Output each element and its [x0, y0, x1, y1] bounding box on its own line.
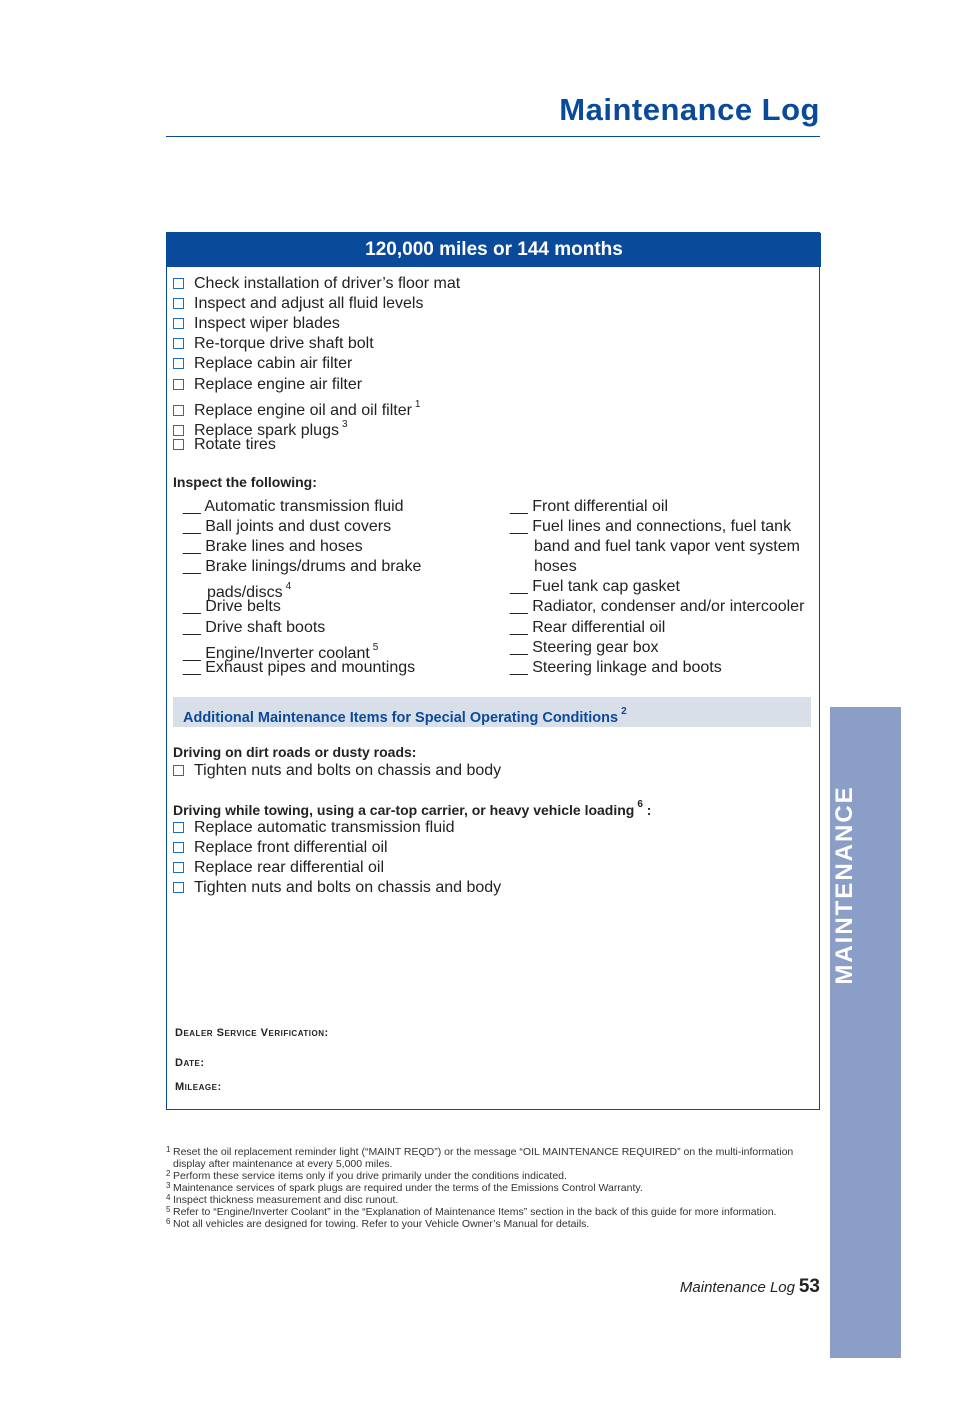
checkbox-icon[interactable] — [173, 882, 184, 893]
inspect-item-text: __ Ball joints and dust covers — [183, 518, 392, 536]
checklist-item-text: Replace engine oil and oil filter — [194, 401, 412, 419]
checklist-item-text: Rotate tires — [194, 435, 276, 453]
towing-heading — [173, 799, 651, 818]
inspect-item-text: __ Steering linkage and boots — [510, 658, 722, 676]
checkbox-icon[interactable] — [173, 358, 184, 369]
checklist-item-text: Tighten nuts and bolts on chassis and body — [194, 879, 502, 897]
inspect-item-text: __ Steering gear box — [510, 638, 659, 656]
checklist-item — [173, 334, 374, 354]
checkbox-icon[interactable] — [173, 842, 184, 853]
towing-heading-text: Driving while towing, using a car-top carrier, or heavy vehicle loading — [173, 802, 635, 818]
page-title: Maintenance Log — [559, 92, 820, 127]
special-conditions-heading: Additional Maintenance Items for Special Operating Conditions — [183, 710, 619, 726]
checklist-item — [173, 375, 362, 395]
footnote-number: 2 — [166, 1169, 171, 1178]
checklist-item — [173, 415, 348, 439]
checklist-item-text: Replace front differential oil — [194, 839, 388, 857]
footnote-text: Refer to “Engine/Inverter Coolant” in the “Explanation of Maintenance Items” section in the back of this guide for more information. — [173, 1206, 777, 1218]
checklist-item-text: Replace engine air filter — [194, 375, 363, 393]
checklist-item — [173, 858, 384, 878]
inspect-heading: Inspect the following: — [173, 474, 317, 490]
inspect-item — [510, 497, 804, 517]
inspect-item-text: __ Brake lines and hoses — [183, 538, 363, 556]
footnote-ref: 3 — [341, 418, 348, 430]
footnotes — [166, 1146, 820, 1230]
inspect-item — [183, 618, 421, 638]
inspect-item-text: pads/discs — [207, 584, 283, 602]
checkbox-icon[interactable] — [173, 862, 184, 873]
footnote-number: 3 — [166, 1181, 171, 1190]
box-heading: 120,000 miles or 144 months — [167, 233, 821, 267]
inspect-item — [510, 577, 804, 597]
footnote — [166, 1194, 820, 1206]
checklist-item-text: Inspect wiper blades — [194, 315, 340, 333]
inspect-item — [510, 658, 804, 678]
checklist-item — [173, 354, 352, 374]
inspect-item-text: band and fuel tank vapor vent system — [534, 538, 800, 556]
inspect-item — [183, 597, 421, 617]
inspect-item-text: hoses — [534, 558, 577, 576]
inspect-item-text: __ Automatic transmission fluid — [183, 498, 404, 515]
checklist-item-text: Replace cabin air filter — [194, 355, 353, 373]
footnote-text: Reset the oil replacement reminder light (“MAINT REQD”) or the message “OIL MAINTENANCE REQUIRED” on the multi-information display after maintenance at every 5,000 miles. — [173, 1146, 794, 1170]
checklist-item — [173, 878, 501, 898]
inspect-item-text: __ Engine/Inverter coolant — [183, 644, 370, 662]
title-rule — [166, 136, 820, 137]
checklist-item-text: Tighten nuts and bolts on chassis and body — [194, 762, 502, 779]
footnote-number: 4 — [166, 1193, 171, 1202]
inspect-item-text: __ Radiator, condenser and/or intercooler — [510, 598, 805, 616]
inspect-item — [510, 638, 804, 658]
dirt-roads-heading: Driving on dirt roads or dusty roads: — [173, 744, 417, 760]
inspect-item — [510, 597, 804, 617]
footnote-text: Inspect thickness measurement and disc runout. — [173, 1194, 399, 1206]
inspect-item — [183, 557, 421, 577]
footnote — [166, 1182, 820, 1194]
checkbox-icon[interactable] — [173, 439, 184, 450]
inspect-item — [510, 517, 804, 537]
inspect-item — [183, 577, 421, 602]
footnote — [166, 1206, 820, 1218]
checklist-item-text: Replace spark plugs — [194, 421, 339, 439]
checklist-item — [173, 314, 340, 334]
checklist-item-text: Replace rear differential oil — [194, 859, 385, 877]
checklist-item — [173, 294, 423, 314]
inspect-item-text: __ Fuel lines and connections, fuel tank — [510, 518, 792, 536]
dealer-verification-label: Dealer Service Verification: — [175, 1027, 329, 1039]
checkbox-icon[interactable] — [173, 379, 184, 390]
footnote-number: 1 — [166, 1145, 171, 1154]
checklist-item — [173, 761, 501, 781]
inspect-item-text: __ Fuel tank cap gasket — [510, 578, 680, 596]
inspect-item — [183, 517, 421, 537]
checkbox-icon[interactable] — [173, 318, 184, 329]
checklist-item — [173, 818, 455, 838]
footnote-ref: 1 — [414, 398, 421, 410]
checklist-item-text: Inspect and adjust all fluid levels — [194, 295, 424, 313]
inspect-item-text: __ Front differential oil — [510, 498, 669, 515]
checkbox-icon[interactable] — [173, 278, 184, 289]
inspect-item-text: __ Rear differential oil — [510, 618, 666, 636]
checklist-item-text: Replace automatic transmission fluid — [194, 819, 455, 836]
footnote-number: 5 — [166, 1205, 171, 1214]
inspect-item-text: __ Exhaust pipes and mountings — [183, 658, 416, 676]
footnote-ref: 5 — [372, 641, 379, 653]
footnote — [166, 1146, 820, 1170]
checkbox-icon[interactable] — [173, 822, 184, 833]
checklist-item-text: Check installation of driver’s floor mat — [194, 275, 461, 292]
footnote-text: Not all vehicles are designed for towing. Refer to your Vehicle Owner’s Manual for details. — [173, 1218, 590, 1230]
footnote-ref: 4 — [285, 581, 292, 593]
checklist-item — [173, 395, 421, 419]
footnote — [166, 1218, 820, 1230]
inspect-item-text: __ Drive shaft boots — [183, 618, 326, 636]
inspect-item — [510, 537, 804, 557]
checkbox-icon[interactable] — [173, 338, 184, 349]
footnote-number: 6 — [166, 1217, 171, 1226]
towing-heading-sup: 6 — [637, 799, 643, 810]
maintenance-box — [166, 232, 820, 1110]
special-conditions-band — [173, 697, 811, 727]
inspect-item — [183, 638, 421, 662]
checklist-item — [173, 435, 276, 455]
checkbox-icon[interactable] — [173, 298, 184, 309]
inspect-item — [183, 658, 421, 678]
footnote — [166, 1170, 820, 1182]
footer-title: Maintenance Log — [679, 1279, 795, 1296]
special-conditions-sup: 2 — [621, 706, 627, 717]
inspect-item — [510, 618, 804, 638]
checklist-item-text: Re-torque drive shaft bolt — [194, 335, 374, 353]
inspect-right-column — [510, 497, 804, 678]
page-number: 53 — [798, 1276, 820, 1297]
inspect-item — [510, 557, 804, 577]
towing-heading-colon: : — [642, 802, 652, 818]
inspect-item-text: __ Drive belts — [183, 598, 281, 616]
side-tab-label: MAINTENANCE — [831, 785, 858, 985]
mileage-label: Mileage: — [175, 1081, 222, 1093]
footnote-text: Maintenance services of spark plugs are required under the terms of the Emissions Control Warranty. — [173, 1182, 643, 1194]
inspect-item — [183, 497, 421, 517]
inspect-left-column — [183, 497, 421, 678]
inspect-item-text: __ Brake linings/drums and brake — [183, 558, 422, 576]
checklist-item — [173, 838, 388, 858]
inspect-item — [183, 537, 421, 557]
footnote-text: Perform these service items only if you drive primarily under the conditions indicated. — [173, 1170, 567, 1182]
date-label: Date: — [175, 1057, 205, 1069]
checklist-item — [173, 274, 460, 294]
checkbox-icon[interactable] — [173, 765, 184, 776]
